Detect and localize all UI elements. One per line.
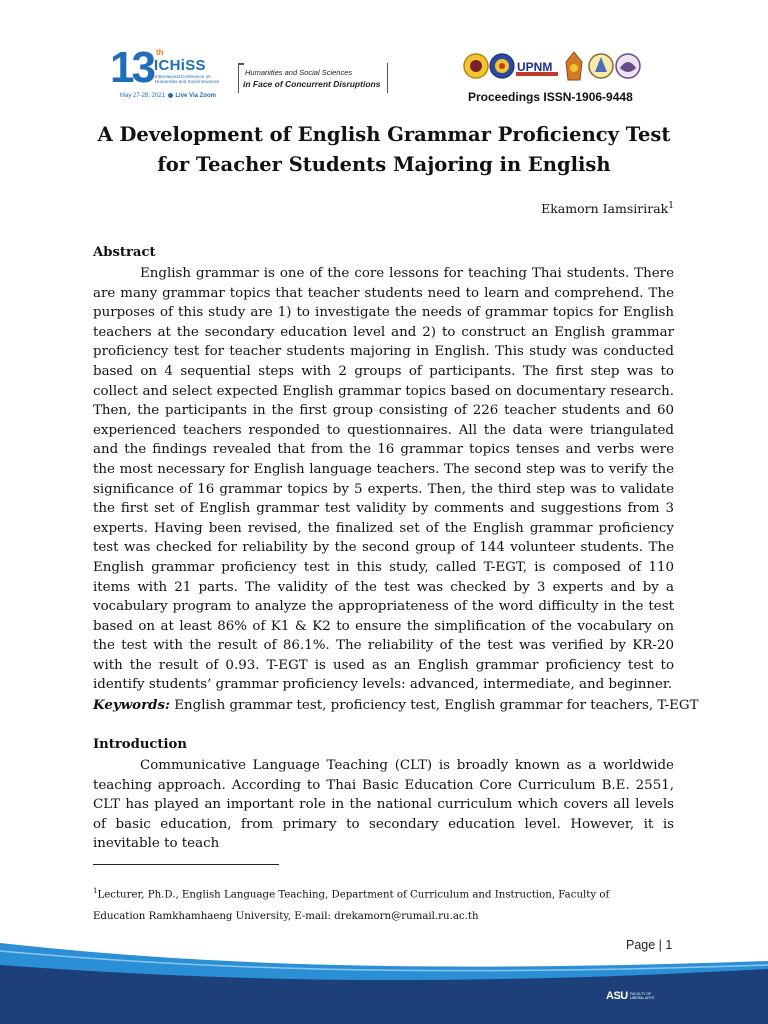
conference-number: 13 [110,43,153,92]
keywords-label: Keywords: [93,697,171,713]
theme-line-1: Humanities and Social Sciences [245,68,353,77]
abstract-heading: Abstract [93,245,156,260]
seal-2-icon [490,54,514,78]
page-number: Page | 1 [626,938,673,952]
conference-logo [110,44,395,106]
faculty-logo [606,990,666,1006]
footnote-separator [93,864,279,865]
footnote-marker: 1 [93,887,98,895]
conference-dates-line [120,93,216,99]
seal-3-icon [566,52,582,80]
keywords-text: English grammar test, proficiency test, English grammar for teachers, T-EGT [170,698,699,713]
zoom-icon [168,93,173,98]
conference-dates: May 27-28, 2021 [120,93,166,100]
paper-title-line-2: for Teacher Students Majoring in English [157,153,611,176]
live-via-zoom: Live Via Zoom [175,93,216,100]
university-seals [462,48,662,84]
proceedings-issn: Proceedings ISSN-1906-9448 [468,90,633,104]
author [541,201,674,216]
upnm-logo-text: UPNM [517,60,553,74]
introduction-heading: Introduction [93,737,187,752]
conference-acronym: ICHiSS [154,57,206,74]
faculty-logo-mark: ASU [606,990,628,1002]
abstract-body [93,264,674,695]
theme-line-2: in Face of Concurrent Disruptions [243,79,381,89]
conference-number-suffix: th [156,48,164,57]
author-name: Ekamorn Iamsirirak [541,201,669,217]
keywords [93,697,699,713]
author-footnote-marker: 1 [668,201,674,211]
introduction-paragraph: Communicative Language Teaching (CLT) is broadly known as a worldwide teaching approach. According to Thai Basic Education Core Curriculum B.E. 2551, CLT has played an important role in the national curriculum which covers all levels of basic education, from primary to secondary education level. However, it is inevitable to teach [93,758,674,852]
footnote-text: Lecturer, Ph.D., English Language Teaching, Department of Curriculum and Instruction, Faculty of Education Ramkhamhaeng University, E-mail: drekamorn@rumail.ru.ac.th [93,889,610,923]
faculty-logo-text: FACULTY OF LIBERAL ARTS [630,992,655,1000]
partner-logos [462,48,662,106]
seal-5-icon [616,54,640,78]
paper-title-line-1: A Development of English Grammar Proficiency Test [97,123,671,146]
abstract-paragraph: English grammar is one of the core lessons for teaching Thai students. There are many grammar topics that teacher students need to learn and comprehend. The purposes of this study are 1) to investigate the needs of grammar topics for English teachers at the secondary education level and 2) to construct an English grammar proficiency test for teacher students majoring in English. This study was conducted based on 4 sequential steps with 2 groups of participants. The first step was to collect and select expected English grammar topics based on documentary research. Then, the participants in the first group consisting of 226 teacher students and 60 experienced teachers responded to questionnaires. All the data were triangulated and the findings revealed that from the 16 grammar topics tenses and verbs were the most necessary for English language teachers. The second step was to verify the significance of 16 grammar topics by 5 experts. Then, the third step was to validate the first set of English grammar test validity by comments and suggestions from 3 experts. Having been revised, the finalized set of the English grammar proficiency test was checked for reliability by the second group of 144 volunteer students. The English grammar proficiency test in this study, called T-EGT, is composed of 110 items with 21 parts. The validity of the test was checked by 3 experts and by a vocabulary program to analyze the appropriateness of the word difficulty in the test based on at least 86% of K1 & K2 to ensure the simplification of the vocabulary on the test with the result of 86.1%. The reliability of the test was verified by KR-20 with the result of 0.93. T-EGT is used as an English grammar proficiency test to identify students’ grammar proficiency levels: advanced, intermediate, and beginner. [93,266,674,693]
paper-title [60,120,708,180]
footnote [93,880,653,928]
seal-4-icon [589,54,613,78]
conference-fullname: International Conference on Humanities and Social Sciences [155,74,220,84]
seal-1-icon [464,54,488,78]
introduction-body [93,756,674,854]
conference-theme-box [238,63,388,93]
